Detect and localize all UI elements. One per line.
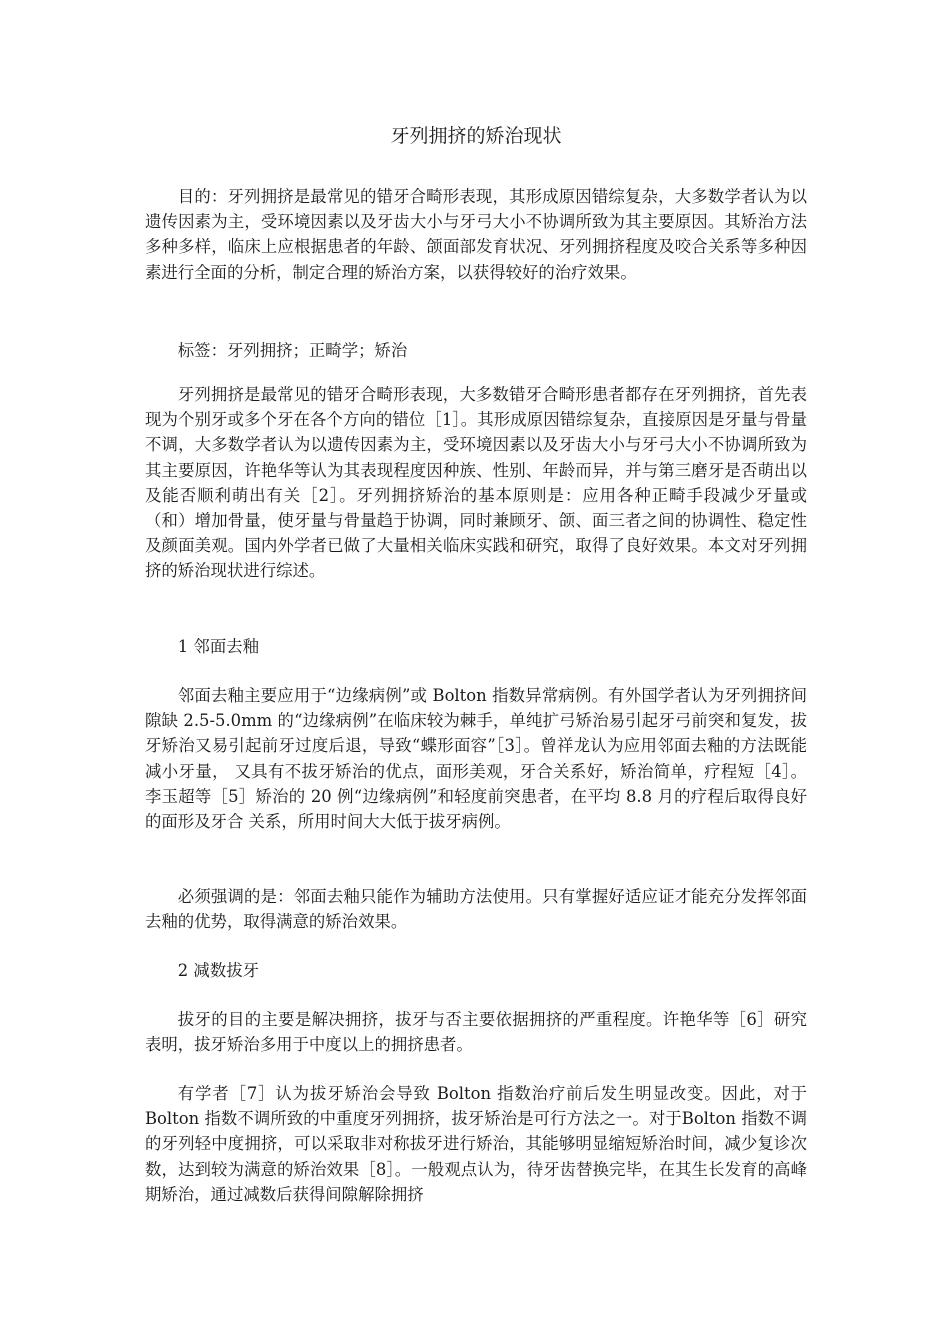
section2-paragraph-1: 拔牙的目的主要是解决拥挤，拔牙与否主要依据拥挤的严重程度。许艳华等［6］研究表明，拔牙矫治多用于中度以上的拥挤患者。	[145, 1010, 807, 1055]
document-title: 牙列拥挤的矫治现状	[390, 125, 562, 147]
section1-heading: 1 邻面去釉	[177, 637, 259, 656]
section1-paragraph-1: 邻面去釉主要应用于“边缘病例”或 Bolton 指数异常病例。有外国学者认为牙列拥挤间隙缺 2.5-5.0mm 的“边缘病例”在临床较为棘手，单纯扩弓矫治易引起牙弓前突和复发，拔牙矫治又易引起前牙过度后退，导致“蝶形面容”［3］。曾祥龙认为应用邻面去釉的方法既能减小牙量， 又具有不拔牙矫治的优点，面形美观，牙合关系好，矫治简单，疗程短［4］。李玉超等［5］矫治的 20 例“边缘病例”和轻度前突患者，在平均 8.8 月的疗程后取得良好的面形及牙合 关系，所用时间大大低于拔牙病例。	[145, 686, 807, 832]
abstract-paragraph: 目的：牙列拥挤是最常见的错牙合畸形表现，其形成原因错综复杂，大多数学者认为以遗传因素为主，受环境因素以及牙齿大小与牙弓大小不协调所致为其主要原因。其矫治方法多种多样，临床上应根据患者的年龄、颌面部发育状况、牙列拥挤程度及咬合关系等多种因素进行全面的分析，制定合理的矫治方案，以获得较好的治疗效果。	[145, 187, 807, 282]
section2-heading: 2 减数拔牙	[177, 961, 259, 980]
section1-paragraph-2: 必须强调的是：邻面去釉只能作为辅助方法使用。只有掌握好适应证才能充分发挥邻面去釉的优势，取得满意的矫治效果。	[145, 887, 807, 932]
keywords-paragraph: 标签：牙列拥挤；正畸学；矫治	[177, 341, 408, 360]
intro-paragraph: 牙列拥挤是最常见的错牙合畸形表现，大多数错牙合畸形患者都存在牙列拥挤，首先表现为个别牙或多个牙在各个方向的错位［1］。其形成原因错综复杂，直接原因是牙量与骨量不调，大多数学者认为以遗传因素为主，受环境因素以及牙齿大小与牙弓大小不协调所致为其主要原因，许艳华等认为其表现程度因种族、性别、年龄而异，并与第三磨牙是否萌出以及能否顺利萌出有关［2］。牙列拥挤矫治的基本原则是：应用各种正畸手段减少牙量或（和）增加骨量，使牙量与骨量趋于协调，同时兼顾牙、颌、面三者之间的协调性、稳定性及颜面美观。国内外学者已做了大量相关临床实践和研究，取得了良好效果。本文对牙列拥挤的矫治现状进行综述。	[145, 385, 807, 581]
section2-paragraph-2: 有学者［7］认为拔牙矫治会导致 Bolton 指数治疗前后发生明显改变。因此，对于 Bolton 指数不调所致的中重度牙列拥挤，拔牙矫治是可行方法之一。对于Bolton 指数不调的牙列轻中度拥挤，可以采取非对称拔牙进行矫治，其能够明显缩短矫治时间，减少复诊次数，达到较为满意的矫治效果［8］。一般观点认为，待牙齿替换完毕，在其生长发育的高峰期矫治，通过减数后获得间隙解除拥挤	[145, 1084, 807, 1204]
